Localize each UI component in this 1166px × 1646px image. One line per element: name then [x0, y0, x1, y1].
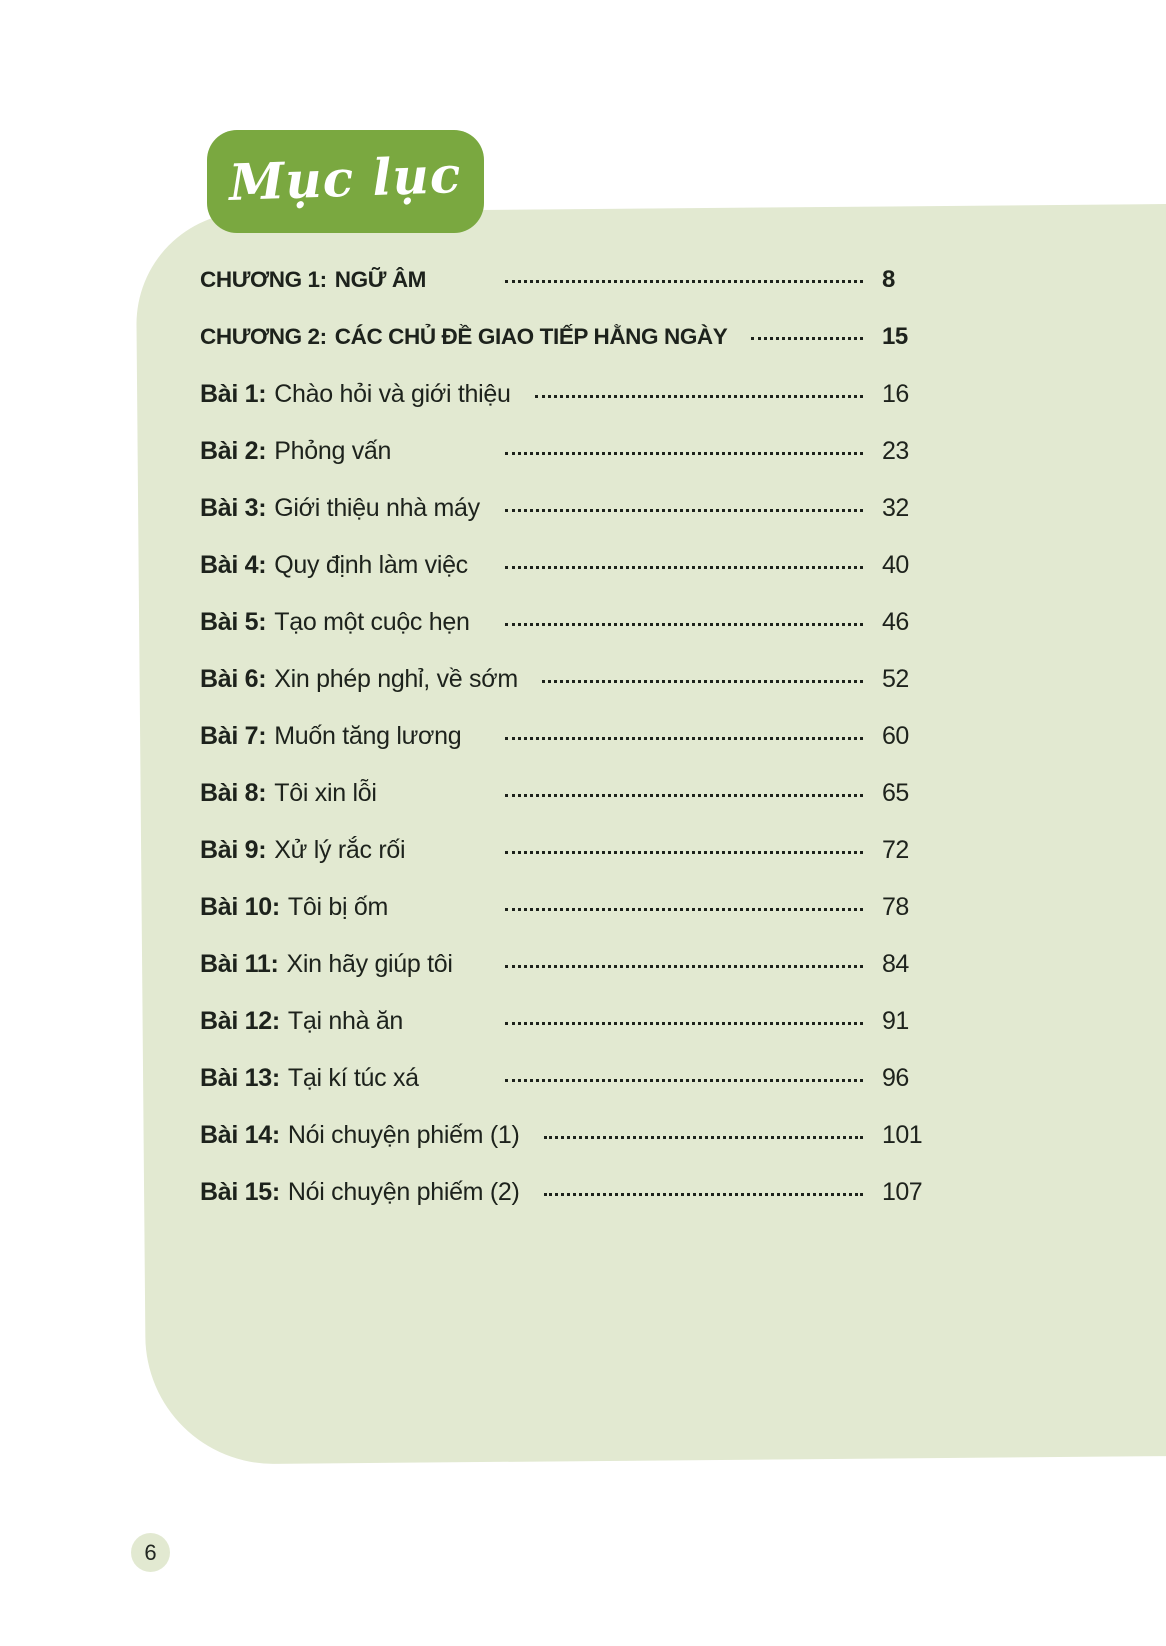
- toc-row-main: [200, 494, 863, 523]
- toc-row: [200, 437, 942, 494]
- toc-row: [200, 779, 942, 836]
- toc-entry-page: 96: [882, 1064, 909, 1092]
- toc-entry-number: Bài 4:: [200, 551, 267, 579]
- toc-entry-number: Bài 9:: [200, 836, 267, 864]
- toc-row-main: [200, 665, 863, 694]
- dot-leader: [505, 794, 863, 797]
- dot-leader: [544, 1136, 863, 1139]
- toc-entry-page: 46: [882, 608, 909, 636]
- toc-row: [200, 722, 942, 779]
- toc-row-main: [200, 893, 863, 922]
- toc-entry-number: Bài 3:: [200, 494, 267, 522]
- dot-leader: [505, 452, 863, 455]
- toc-entry-number: Bài 1:: [200, 380, 267, 408]
- toc-entry-title: Tạo một cuộc hẹn: [274, 608, 470, 636]
- toc-entry-text: [200, 608, 505, 637]
- toc-entry-text: [200, 437, 505, 466]
- toc-entry-page: 8: [882, 266, 895, 293]
- toc-entry-page: 107: [882, 1178, 923, 1206]
- toc-entry-text: [200, 779, 505, 808]
- toc-row: [200, 836, 942, 893]
- toc-entry-text: [200, 1007, 505, 1036]
- toc-entry-text: [200, 665, 542, 694]
- toc-list: [200, 266, 942, 1235]
- toc-row-main: [200, 608, 863, 637]
- dot-leader: [505, 623, 863, 626]
- dot-leader: [505, 509, 863, 512]
- toc-entry-text: [200, 267, 505, 293]
- toc-entry-title: Giới thiệu nhà máy: [274, 494, 480, 522]
- toc-entry-text: [200, 551, 505, 580]
- toc-row-main: [200, 722, 863, 751]
- toc-entry-page: 65: [882, 779, 909, 807]
- page-title: Mục lục: [228, 144, 463, 213]
- toc-entry-page: 32: [882, 494, 909, 522]
- toc-entry-text: [200, 950, 505, 979]
- toc-row-main: [200, 950, 863, 979]
- toc-entry-page: 52: [882, 665, 909, 693]
- toc-entry-title: Chào hỏi và giới thiệu: [274, 380, 511, 408]
- toc-entry-page: 78: [882, 893, 909, 921]
- toc-row: [200, 1064, 942, 1121]
- toc-entry-number: Bài 13:: [200, 1064, 280, 1092]
- toc-entry-page: 40: [882, 551, 909, 579]
- toc-entry-title: Tại kí túc xá: [287, 1064, 419, 1092]
- toc-entry-title: NGỮ ÂM: [334, 267, 427, 292]
- toc-row: [200, 494, 942, 551]
- toc-row: [200, 323, 942, 380]
- toc-entry-number: CHƯƠNG 1:: [200, 267, 327, 292]
- dot-leader: [505, 737, 863, 740]
- toc-row: [200, 1178, 942, 1235]
- toc-row: [200, 608, 942, 665]
- toc-row-main: [200, 267, 863, 293]
- toc-entry-page: 23: [882, 437, 909, 465]
- toc-row: [200, 893, 942, 950]
- toc-entry-page: 91: [882, 1007, 909, 1035]
- dot-leader: [505, 965, 863, 968]
- toc-entry-page: 72: [882, 836, 909, 864]
- toc-row: [200, 950, 942, 1007]
- toc-entry-number: Bài 5:: [200, 608, 267, 636]
- toc-entry-number: Bài 8:: [200, 779, 267, 807]
- dot-leader: [751, 337, 863, 340]
- toc-entry-page: 16: [882, 380, 909, 408]
- toc-row: [200, 1121, 942, 1178]
- toc-row-main: [200, 1064, 863, 1093]
- toc-entry-text: [200, 494, 505, 523]
- toc-row: [200, 380, 942, 437]
- footer-page-number: 6: [144, 1539, 157, 1565]
- toc-entry-number: Bài 15:: [200, 1178, 280, 1206]
- toc-row: [200, 1007, 942, 1064]
- toc-entry-text: [200, 722, 505, 751]
- toc-entry-number: Bài 10:: [200, 893, 280, 921]
- toc-entry-title: Xử lý rắc rối: [274, 836, 406, 864]
- toc-entry-text: [200, 893, 505, 922]
- toc-entry-title: Tôi bị ốm: [287, 893, 388, 921]
- toc-entry-page: 15: [882, 323, 908, 350]
- toc-entry-text: [200, 1121, 544, 1150]
- toc-entry-text: [200, 380, 535, 409]
- dot-leader: [505, 280, 863, 283]
- toc-row-main: [200, 324, 863, 350]
- toc-entry-number: Bài 2:: [200, 437, 267, 465]
- toc-entry-title: Tôi xin lỗi: [274, 779, 377, 807]
- dot-leader: [505, 851, 863, 854]
- dot-leader: [505, 566, 863, 569]
- dot-leader: [505, 908, 863, 911]
- toc-row-main: [200, 437, 863, 466]
- toc-entry-title: Muốn tăng lương: [274, 722, 462, 750]
- toc-row-main: [200, 1007, 863, 1036]
- toc-entry-page: 84: [882, 950, 909, 978]
- toc-entry-text: [200, 324, 751, 350]
- title-badge: [207, 130, 484, 233]
- toc-entry-number: Bài 14:: [200, 1121, 280, 1149]
- toc-row: [200, 551, 942, 608]
- dot-leader: [544, 1193, 863, 1196]
- toc-entry-number: Bài 11:: [200, 950, 279, 978]
- toc-entry-number: Bài 7:: [200, 722, 267, 750]
- toc-entry-title: Nói chuyện phiếm (1): [287, 1121, 520, 1149]
- toc-entry-title: CÁC CHỦ ĐỀ GIAO TIẾP HẰNG NGÀY: [334, 324, 728, 349]
- toc-row-main: [200, 1121, 863, 1150]
- toc-entry-page: 101: [882, 1121, 923, 1149]
- toc-row: [200, 665, 942, 722]
- dot-leader: [542, 680, 863, 683]
- toc-entry-title: Quy định làm việc: [274, 551, 468, 579]
- dot-leader: [505, 1079, 863, 1082]
- toc-entry-number: Bài 12:: [200, 1007, 280, 1035]
- toc-entry-title: Tại nhà ăn: [287, 1007, 404, 1035]
- toc-entry-page: 60: [882, 722, 909, 750]
- toc-entry-title: Nói chuyện phiếm (2): [287, 1178, 520, 1206]
- toc-row-main: [200, 380, 863, 409]
- toc-entry-text: [200, 836, 505, 865]
- toc-entry-number: CHƯƠNG 2:: [200, 324, 327, 349]
- toc-row-main: [200, 779, 863, 808]
- toc-row-main: [200, 551, 863, 580]
- footer-page-bubble: [131, 1533, 170, 1572]
- toc-entry-text: [200, 1178, 544, 1207]
- toc-entry-title: Xin hãy giúp tôi: [286, 950, 453, 978]
- toc-row: [200, 266, 942, 323]
- toc-row-main: [200, 1178, 863, 1207]
- toc-entry-title: Xin phép nghỉ, về sớm: [274, 665, 518, 693]
- toc-entry-number: Bài 6:: [200, 665, 267, 693]
- dot-leader: [505, 1022, 863, 1025]
- toc-row-main: [200, 836, 863, 865]
- toc-entry-title: Phỏng vấn: [274, 437, 392, 465]
- dot-leader: [535, 395, 863, 398]
- toc-entry-text: [200, 1064, 505, 1093]
